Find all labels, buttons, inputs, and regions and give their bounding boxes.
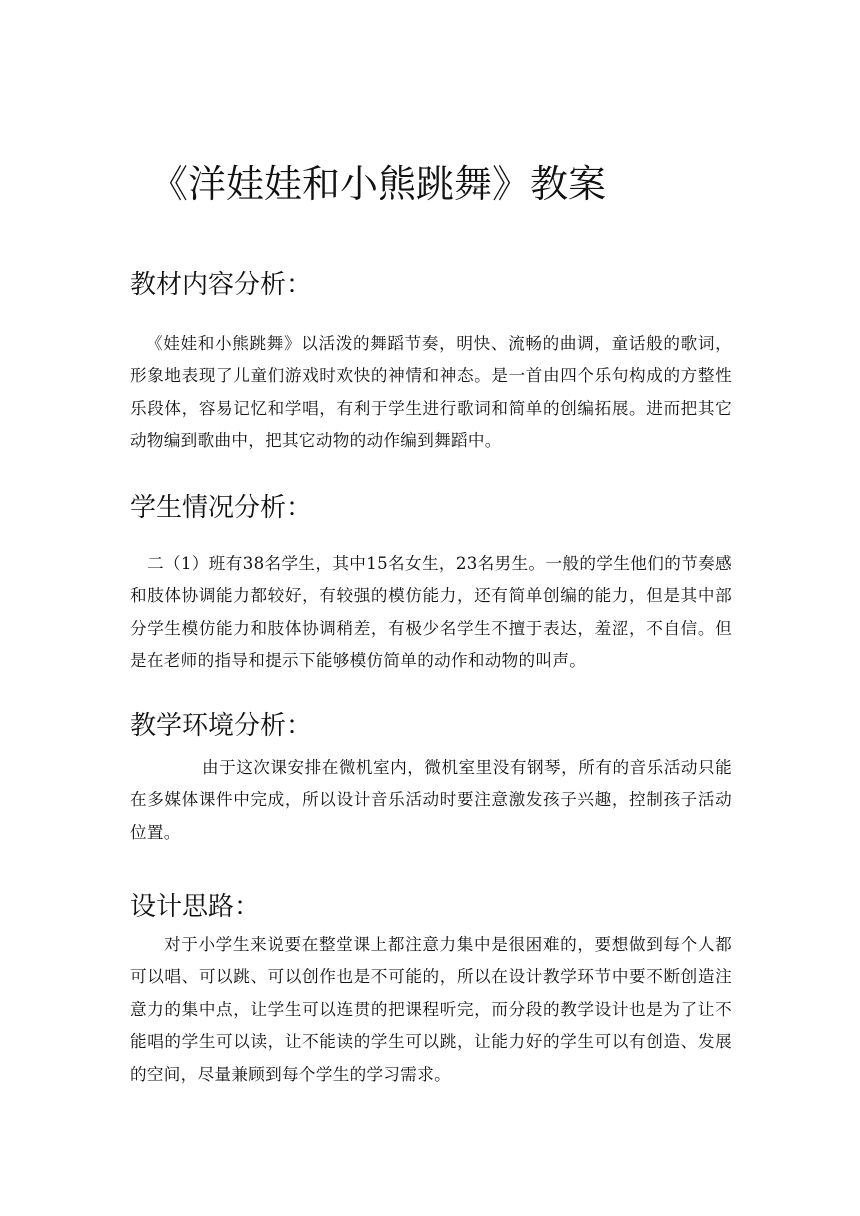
section-body-environment-analysis: 由于这次课安排在微机室内，微机室里没有钢琴，所有的音乐活动只能在多媒体课件中完成，所以设计音乐活动时要注意激发孩子兴趣，控制孩子活动位置。 [130, 758, 732, 842]
section-heading-student-analysis: 学生情况分析： [130, 493, 313, 523]
section-body-student-analysis: 二（1）班有38名学生，其中15名女生，23名男生。一般的学生他们的节奏感和肢体协调能力都较好，有较强的模仿能力，还有简单创编的能力，但是其中部分学生模仿能力和肢体协调稍差，有极少名学生不擅于表达，羞涩，不自信。但是在老师的指导和提示下能够模仿简单的动作和动物的叫声。 [130, 554, 732, 671]
section-heading-design-idea: 设计思路： [130, 892, 261, 922]
document-title: 《洋娃娃和小熊跳舞》教案 [150, 162, 607, 206]
section-heading-environment-analysis: 教学环境分析： [130, 711, 313, 741]
section-body-material-analysis: 《娃娃和小熊跳舞》以活泼的舞蹈节奏，明快、流畅的曲调，童话般的歌词，形象地表现了儿童们游戏时欢快的神情和神态。是一首由四个乐句构成的方整性乐段体，容易记忆和学唱，有利于学生进行歌词和简单的创编拓展。进而把其它动物编到歌曲中，把其它动物的动作编到舞蹈中。 [130, 334, 732, 451]
section-heading-material-analysis: 教材内容分析： [130, 270, 313, 300]
section-body-design-idea: 对于小学生来说要在整堂课上都注意力集中是很困难的，要想做到每个人都可以唱、可以跳、可以创作也是不可能的，所以在设计教学环节中要不断创造注意力的集中点，让学生可以连贯的把课程听完，而分段的教学设计也是为了让不能唱的学生可以读，让不能读的学生可以跳，让能力好的学生可以有创造、发展的空间，尽量兼顾到每个学生的学习需求。 [130, 935, 732, 1084]
